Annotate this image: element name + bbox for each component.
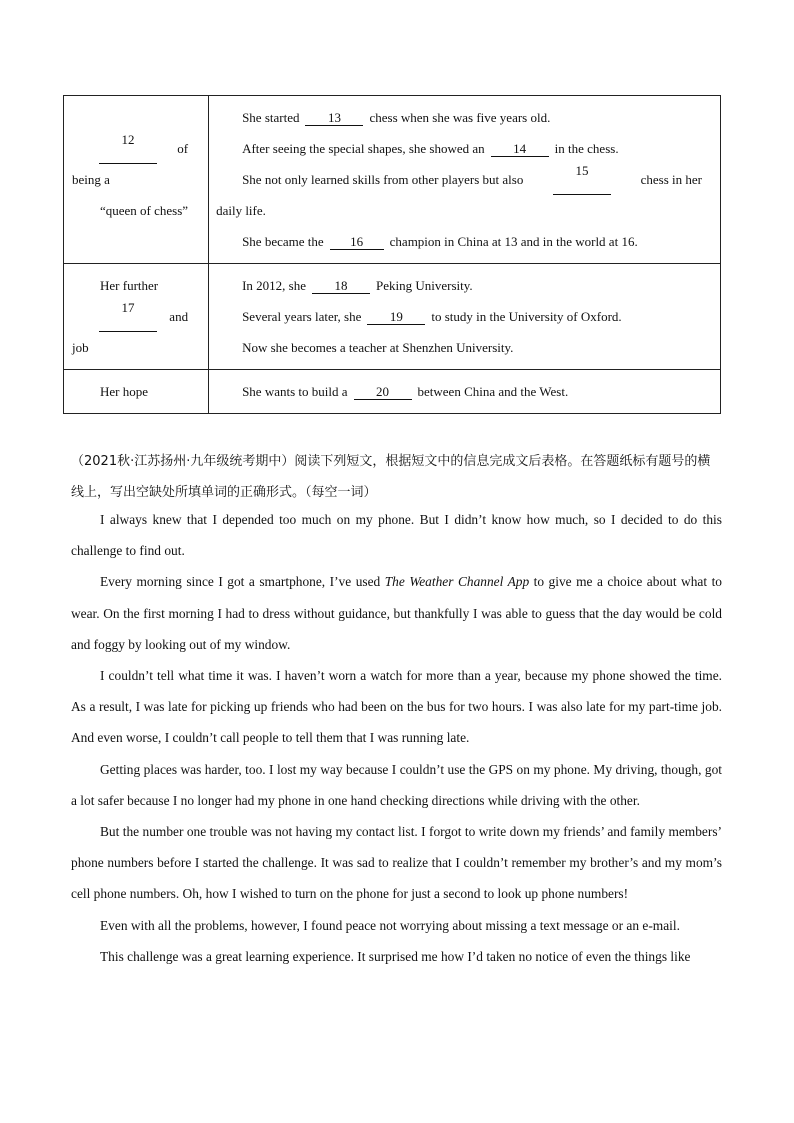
app-title: The Weather Channel App [384, 574, 530, 590]
passage-paragraph: I couldn’t tell what time it was. I haven’t worn a watch for more than a year, because my phone showed the time. As a result, I was late for picking up friends who had been on the bus for two hours. I was also late for my part-time job. And even worse, I couldn’t call people to tell them that I was running late. [71, 668, 722, 746]
answer-blank[interactable]: 13 [305, 111, 363, 126]
reading-passage [71, 504, 722, 972]
cell-text: of [177, 141, 189, 156]
answer-blank[interactable]: 15 [553, 164, 611, 195]
answer-blank[interactable]: 12 [99, 133, 157, 164]
table-cell-topic [64, 264, 209, 370]
detail-line: Several years later, she 19 to study in the University of Oxford. [242, 309, 622, 324]
table-cell-details [209, 370, 721, 414]
cell-text: Her further [100, 278, 159, 293]
cell-text: job [72, 340, 89, 355]
exercise-table [63, 95, 721, 414]
cell-text: Her hope [100, 384, 149, 399]
passage-paragraph: But the number one trouble was not having my contact list. I forgot to write down my friends’ and family members’ phone numbers before I started the challenge. It was sad to realize that I couldn’t remember my brother’s and my mom’s cell phone numbers. Oh, how I wished to turn on the phone for just a second to look up phone numbers! [71, 824, 722, 902]
table-cell-topic [64, 96, 209, 264]
detail-line: After seeing the special shapes, she showed an 14 in the chess. [242, 141, 619, 156]
cell-text: “queen of chess” [100, 203, 189, 218]
passage-paragraph: Getting places was harder, too. I lost my way because I couldn’t use the GPS on my phone. My driving, though, got a lot safer because I no longer had my phone in one hand checking directions while driving with the other. [71, 761, 722, 808]
answer-blank[interactable]: 18 [312, 279, 370, 294]
detail-line: She started 13 chess when she was five years old. [242, 110, 551, 125]
passage-paragraph: Every morning since I got a smartphone, I’ve used The Weather Channel App to give me a choice about what to wear. On the first morning I had to dress without guidance, but thankfully I was able to guess that the day would be cold and foggy by looking out of my window. [71, 574, 722, 652]
passage-paragraph: I always knew that I depended too much on my phone. But I didn’t know how much, so I decided to do this challenge to find out. [71, 512, 722, 559]
passage-paragraph: Even with all the problems, however, I found peace not worrying about missing a text message or an e-mail. [100, 917, 680, 933]
answer-blank[interactable]: 20 [354, 385, 412, 400]
table-cell-topic [64, 370, 209, 414]
detail-line: She not only learned skills from other players but also 15 chess in her [216, 164, 702, 195]
table-row [64, 264, 721, 370]
table-cell-details [209, 96, 721, 264]
table-row [64, 96, 721, 264]
passage-paragraph: This challenge was a great learning experience. It surprised me how I’d taken no notice of even the things like [100, 948, 691, 964]
table-cell-details [209, 264, 721, 370]
answer-blank[interactable]: 14 [491, 142, 549, 157]
answer-blank[interactable]: 17 [99, 301, 157, 332]
detail-line: Now she becomes a teacher at Shenzhen University. [242, 340, 514, 355]
cell-text: and [169, 309, 189, 324]
answer-blank[interactable]: 19 [367, 310, 425, 325]
detail-line: daily life. [216, 203, 266, 218]
detail-line: She became the 16 champion in China at 13 and in the world at 16. [242, 234, 638, 249]
cell-text: being a [72, 172, 110, 187]
answer-blank[interactable]: 16 [330, 235, 384, 250]
exercise-instruction: （2021秋·江苏扬州·九年级统考期中）阅读下列短文，根据短文中的信息完成文后表格。在答题纸标有题号的横线上，写出空缺处所填单词的正确形式。（每空一词） [71, 454, 711, 500]
table-row [64, 370, 721, 414]
detail-line: She wants to build a 20 between China and the West. [242, 384, 569, 399]
detail-line: In 2012, she 18 Peking University. [242, 278, 473, 293]
